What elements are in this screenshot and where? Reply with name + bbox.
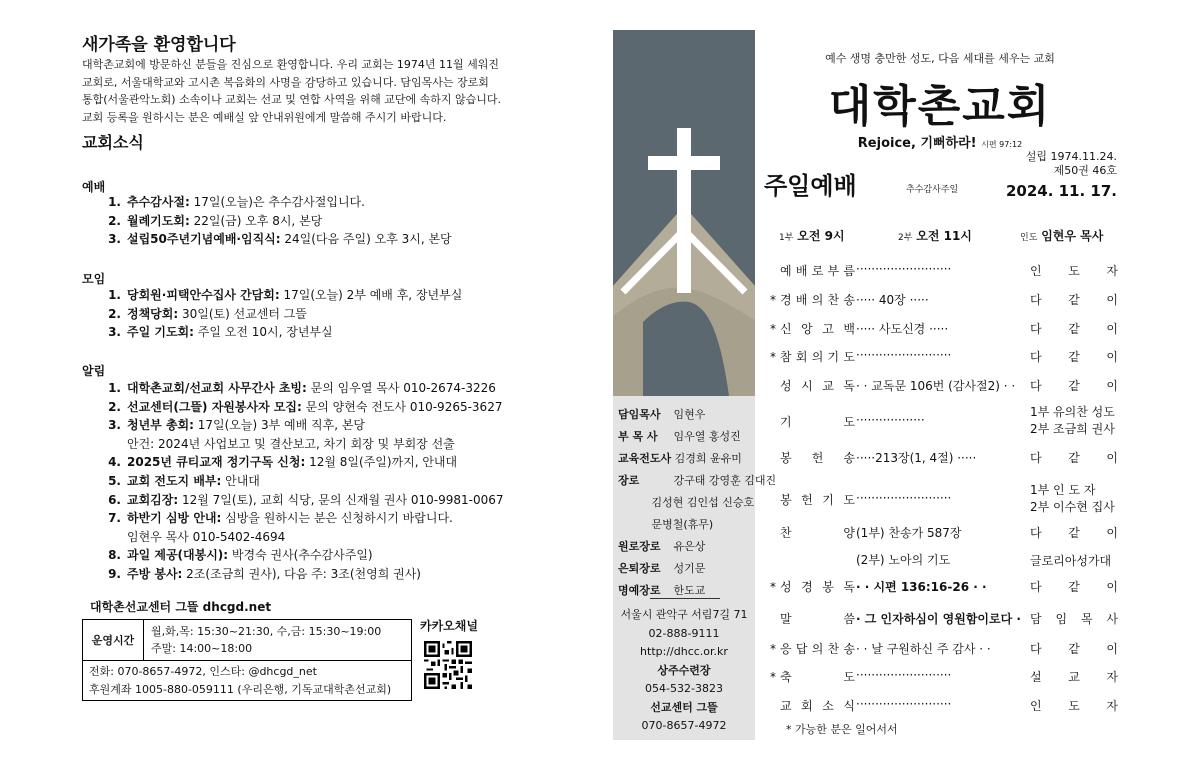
- notice-list: [107, 379, 504, 584]
- item-number: 1.: [108, 381, 121, 395]
- item-text: 문의 양현숙 전도사 010-9265-3627: [301, 399, 503, 414]
- contact-line: 전화: 070-8657-4972, 인스타: @dhcgd_net: [89, 665, 317, 678]
- website-link[interactable]: http://dhcc.or.kr: [640, 645, 728, 658]
- qr-code-icon[interactable]: [424, 641, 472, 689]
- center-phone: 070-8657-4972: [641, 719, 727, 732]
- order-row: [770, 668, 1120, 688]
- item-number: 1.: [108, 195, 121, 209]
- staff-list: [618, 404, 776, 602]
- order-row: [770, 524, 1120, 544]
- center-label: 선교센터 그뜰: [650, 700, 718, 714]
- sangju-label: 상주수련장: [657, 663, 711, 677]
- order-label: 성 시 교 독: [780, 379, 855, 393]
- order-person: 다 같 이: [1030, 293, 1118, 307]
- order-person: 설 교 자: [1030, 670, 1118, 684]
- hours-label: 운영시간: [83, 620, 144, 660]
- item-text: 주일 오전 10시, 장년부실: [193, 325, 333, 340]
- staff-role: 장로: [618, 474, 640, 487]
- mission-center-title: 대학촌선교센터 그뜰 dhcgd.net: [90, 600, 272, 614]
- staff-role: 담임목사: [618, 408, 661, 421]
- item-text: 2조(조금희 권사), 다음 주: 3조(천영희 권사): [182, 566, 421, 581]
- order-row: [770, 404, 1120, 440]
- order-row: [770, 697, 1120, 717]
- stand-mark: *: [770, 670, 776, 684]
- item-heading: 설립50주년기념예배·임직식:: [127, 232, 281, 247]
- item-text: 22일(금) 오후 8시, 본당: [189, 213, 323, 228]
- item-heading: 정책당회:: [127, 306, 179, 321]
- list-item: [107, 323, 462, 342]
- stand-mark: *: [770, 350, 776, 364]
- order-content: ·························: [856, 697, 952, 711]
- hours-line-1: 월,화,목: 15:30~21:30, 수,금: 15:30~19:00: [151, 625, 382, 638]
- staff-names: 임우열 홍성진: [670, 430, 741, 443]
- sidebar-divider: [650, 598, 720, 599]
- staff-names: 문병철(휴무): [648, 518, 714, 531]
- order-label: 참 회 의 기 도: [780, 350, 855, 364]
- service-date: 2024. 11. 17.: [1005, 182, 1117, 200]
- item-text: 17일(오늘) 2부 예배 후, 장년부실: [279, 288, 463, 302]
- order-content: (1부) 찬송가 587장: [856, 526, 962, 540]
- item-number: 5.: [108, 473, 121, 488]
- item-number: 4.: [108, 455, 121, 470]
- order-person: 다 같 이: [1030, 451, 1118, 465]
- staff-names: 강구태 강영훈 김대진: [670, 474, 777, 487]
- order-label: 찬 양: [780, 526, 855, 540]
- order-label: 신 앙 고 백: [780, 322, 855, 336]
- church-address-block: [613, 606, 755, 736]
- order-content: ····· 사도신경 ·····: [856, 322, 949, 336]
- item-heading: 하반기 심방 안내:: [127, 511, 222, 526]
- news-title: 교회소식: [82, 133, 144, 152]
- list-item: [107, 379, 504, 398]
- order-row: [770, 348, 1120, 368]
- order-row: [770, 578, 1120, 598]
- phone: 02-888-9111: [648, 626, 720, 640]
- welcome-title: 새가족을 환영합니다: [82, 35, 236, 55]
- order-content: ·························: [856, 668, 952, 682]
- order-row: [770, 262, 1120, 282]
- item-number: 3.: [108, 418, 121, 433]
- list-item: [107, 509, 504, 528]
- established-info: 설립 1974.11.24. 제50권 46호: [1025, 150, 1117, 177]
- order-content: ··················: [856, 413, 925, 427]
- item-heading: 교회김장:: [127, 492, 179, 507]
- item-text: 임현우 목사 010-5402-4694: [127, 529, 286, 544]
- list-item: [107, 230, 452, 249]
- staff-row: [618, 558, 776, 580]
- list-item: [107, 472, 504, 491]
- list-item: [107, 491, 504, 510]
- item-heading: 청년부 총회:: [127, 418, 194, 433]
- order-content: · 그 인자하심이 영원함이로다 ·: [856, 612, 1021, 626]
- list-item: [107, 305, 462, 324]
- item-number: 3.: [108, 325, 121, 340]
- welcome-text: 대학촌교회에 방문하신 분들을 진심으로 환영합니다. 우리 교회는 1974년 11월 세워진 교회로, 서울대학교와 고시촌 복음화의 사명을 감당하고 있습니다. 담임목사는 장로회 통합(서울관악노회) 소속이나 교회는 선교 및 연합 사역을 위해 교단에 속하지 않습니다. 교회 등록을 원하시는 분은 예배실 앞 안내위원에게 말씀해 주시기 바랍니다.: [82, 58, 501, 124]
- staff-names: 임현우: [670, 408, 706, 421]
- staff-names: 김경희 윤유미: [671, 452, 742, 465]
- item-text: 17일(오늘)은 추수감사절입니다.: [189, 195, 365, 209]
- slogan: 예수 생명 충만한 성도, 다음 세대를 세우는 교회: [825, 52, 1055, 65]
- item-heading: 월례기도회:: [127, 213, 190, 228]
- mission-center-box: [82, 619, 412, 701]
- order-person: 인 도 자: [1030, 699, 1118, 713]
- order-content: (2부) 노아의 기도: [856, 553, 951, 567]
- item-number: 2.: [108, 399, 121, 414]
- stand-mark: *: [770, 293, 776, 307]
- order-label: 기 도: [780, 415, 855, 429]
- item-number: 2.: [108, 213, 121, 228]
- order-content: ·························: [856, 348, 952, 362]
- order-person: 다 같 이: [1030, 379, 1118, 393]
- staff-names: 성기문: [670, 562, 706, 575]
- item-heading: 과일 제공(대봉시):: [127, 548, 229, 563]
- staff-row: [618, 470, 776, 492]
- item-number: 8.: [108, 548, 121, 563]
- order-row: [770, 610, 1120, 630]
- stand-mark: *: [770, 322, 776, 336]
- list-item: [107, 546, 504, 565]
- staff-role: 원로장로: [618, 540, 661, 553]
- section-heading-notice: 알림: [82, 364, 106, 378]
- section-heading-worship: 예배: [82, 180, 106, 194]
- order-label: 예 배 로 부 름: [780, 264, 855, 278]
- sangju-phone: 054-532-3823: [645, 682, 723, 695]
- order-label: 봉 헌 송: [780, 451, 855, 465]
- theme-verse: Rejoice, 기뻐하라! 시편 97:12: [857, 136, 1023, 151]
- item-text: 24일(다음 주일) 오후 3시, 본당: [280, 232, 452, 247]
- item-text: 12월 7일(토), 교회 식당, 문의 신재월 권사 010-9981-0067: [178, 492, 504, 507]
- item-text: 12월 8일(주일)까지, 안내대: [305, 455, 458, 470]
- order-content: ·························: [856, 491, 952, 505]
- order-content: ·····213장(1, 4절) ·····: [856, 451, 977, 465]
- standing-note: * 가능한 분은 일어서서: [786, 723, 898, 736]
- order-label: 말 씀: [780, 612, 855, 626]
- staff-row: [618, 448, 776, 470]
- staff-role: 부 목 사: [618, 430, 658, 443]
- item-heading: 주방 봉사:: [127, 566, 183, 581]
- staff-role: 명예장로: [618, 584, 661, 597]
- order-label: 경 배 의 찬 송: [780, 293, 855, 307]
- order-row: [770, 377, 1120, 397]
- order-person: 글로리아성가대: [1030, 554, 1112, 568]
- staff-role: 교육전도사: [618, 452, 672, 465]
- worship-subtitle: 추수감사주일: [906, 185, 959, 195]
- order-content: ·························: [856, 262, 952, 276]
- staff-row: [618, 536, 776, 558]
- meeting-list: [107, 286, 462, 342]
- order-content: · · 날 구원하신 주 감사 · ·: [856, 642, 991, 656]
- item-heading: 추수감사절:: [127, 195, 190, 209]
- order-person: 다 같 이: [1030, 322, 1118, 336]
- item-number: 3.: [108, 232, 121, 247]
- item-number: 9.: [108, 566, 121, 581]
- item-number: 1.: [108, 288, 121, 302]
- order-content: ····· 40장 ·····: [856, 293, 929, 307]
- item-text: 안건: 2024년 사업보고 및 결산보고, 차기 회장 및 부회장 선출: [127, 436, 455, 451]
- item-text: 17일(오늘) 3부 예배 직후, 본당: [193, 418, 366, 433]
- address: 서울시 관악구 서림7길 71: [620, 608, 748, 621]
- order-person: 담 임 목 사: [1030, 612, 1118, 626]
- item-heading: 주일 기도회:: [127, 325, 194, 340]
- item-number: 2.: [108, 306, 121, 321]
- first-service-time: 1부 오전 9시: [779, 229, 845, 243]
- order-row: [770, 291, 1120, 311]
- kakao-label: 카카오채널: [420, 619, 478, 633]
- worship-list: [107, 193, 452, 249]
- staff-row: [618, 492, 776, 514]
- service-leader: 인도 임현우 목사: [1020, 229, 1104, 243]
- staff-row: [618, 514, 776, 536]
- list-item: [107, 416, 504, 435]
- staff-names: 한도교: [670, 584, 706, 597]
- church-name: 대학촌교회: [828, 81, 1052, 132]
- order-row: [770, 482, 1120, 518]
- order-label: 응 답 의 찬 송: [780, 642, 855, 656]
- staff-role: 은퇴장로: [618, 562, 661, 575]
- item-heading: 교회 전도지 배부:: [127, 473, 222, 488]
- order-content: · · 교독문 106번 (감사절2) · ·: [856, 379, 1016, 393]
- item-text: 30일(토) 선교센터 그뜰: [178, 306, 307, 321]
- order-person: 다 같 이: [1030, 580, 1118, 594]
- order-label: 축 도: [780, 670, 855, 684]
- list-item: [107, 286, 462, 305]
- hours-line-2: 주말: 14:00~18:00: [151, 642, 253, 655]
- account-line: 후원계좌 1005-880-059111 (우리은행, 기독교대학촌선교회): [89, 683, 392, 696]
- item-text: 박경숙 권사(추수감사주일): [228, 548, 373, 563]
- item-heading: 선교센터(그뜰) 자원봉사자 모집:: [127, 399, 302, 414]
- order-label: 성 경 봉 독: [780, 580, 855, 594]
- worship-title: 주일예배: [764, 172, 857, 200]
- order-content: · · 시편 136:16-26 · ·: [856, 580, 987, 594]
- item-number: 6.: [108, 492, 121, 507]
- staff-row: [618, 404, 776, 426]
- order-label: 봉 헌 기 도: [780, 493, 855, 507]
- order-person: 1부 유의찬 성도 2부 조금희 권사: [1030, 405, 1115, 436]
- order-person: 인 도 자: [1030, 264, 1118, 278]
- item-text: 안내대: [221, 473, 260, 488]
- theme-verse-ref: 시편 97:12: [981, 140, 1023, 149]
- order-label: 교 회 소 식: [780, 699, 855, 713]
- list-item: [107, 435, 504, 454]
- order-person: 다 같 이: [1030, 350, 1118, 364]
- cross-illustration: [613, 30, 755, 396]
- item-text: 문의 임우열 목사 010-2674-3226: [306, 381, 496, 395]
- order-person: 다 같 이: [1030, 526, 1118, 540]
- list-item: [107, 193, 452, 212]
- list-item: [107, 212, 452, 231]
- list-item: [107, 398, 504, 417]
- staff-names: 유은상: [670, 540, 706, 553]
- order-person: 1부 인 도 자 2부 이수현 집사: [1030, 483, 1115, 514]
- section-heading-meeting: 모임: [82, 272, 106, 286]
- stand-mark: *: [770, 580, 776, 594]
- order-row: [770, 320, 1120, 340]
- order-person: 다 같 이: [1030, 642, 1118, 656]
- item-heading: 2025년 큐티교재 정기구독 신청:: [127, 455, 306, 470]
- list-item: [107, 453, 504, 472]
- second-service-time: 2부 오전 11시: [898, 229, 972, 243]
- staff-row: [618, 426, 776, 448]
- order-row: [770, 640, 1120, 660]
- order-row: [770, 449, 1120, 469]
- staff-names: 김성현 김인섭 신승호: [648, 496, 755, 509]
- list-item: [107, 528, 504, 547]
- order-row: [770, 551, 1120, 571]
- item-number: 7.: [108, 511, 121, 526]
- stand-mark: *: [770, 642, 776, 656]
- item-heading: 당회원·피택안수집사 간담회:: [127, 288, 280, 302]
- item-text: 심방을 원하시는 분은 신청하시기 바랍니다.: [221, 511, 453, 526]
- item-heading: 대학촌교회/선교회 사무간사 초빙:: [127, 381, 307, 395]
- list-item: [107, 565, 504, 584]
